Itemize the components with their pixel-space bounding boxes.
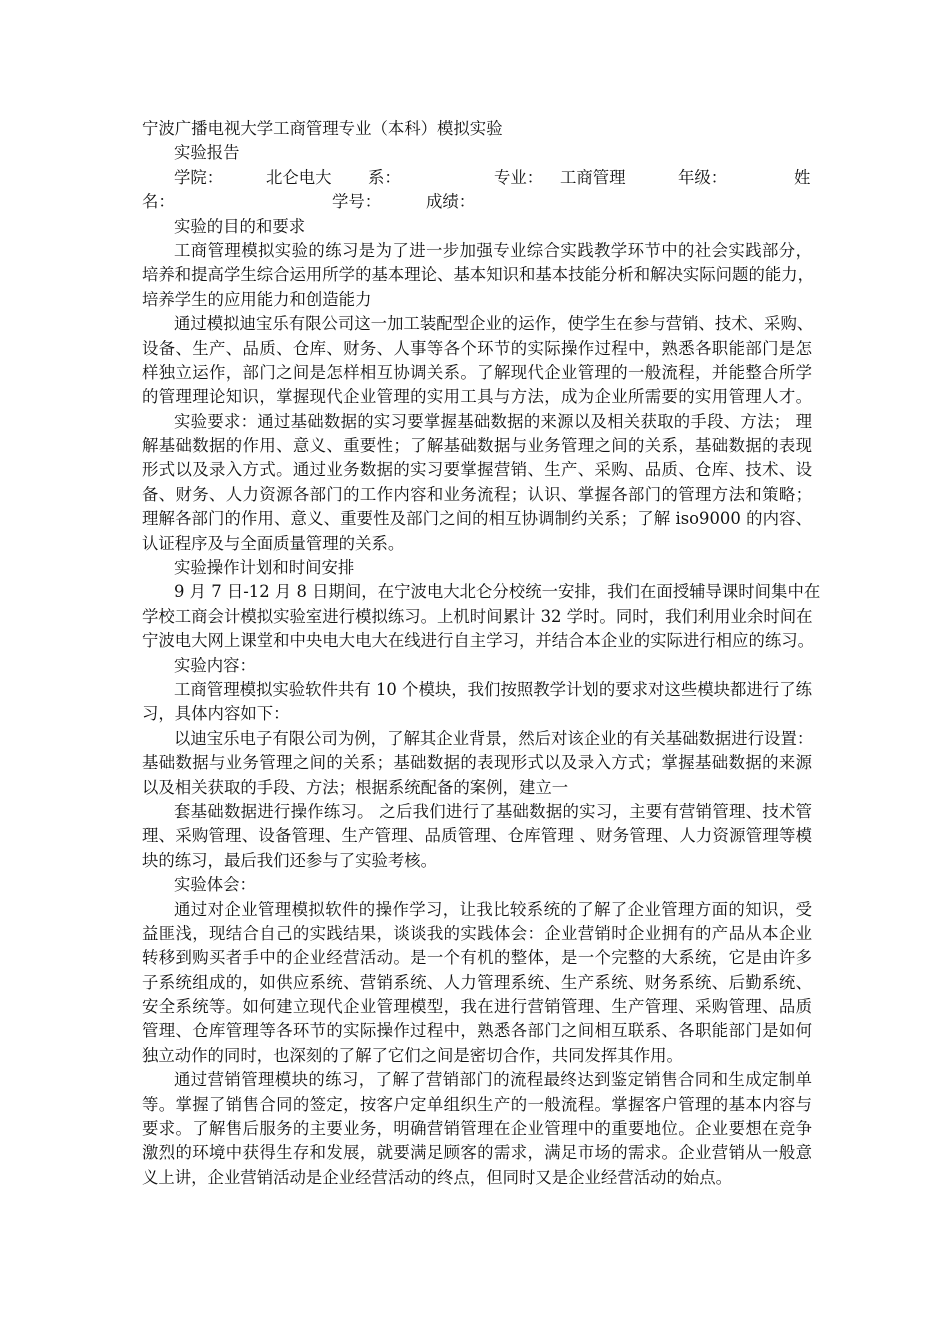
paragraph-line: 工商管理模拟实验的练习是为了进一步加强专业综合实践教学环节中的社会实践部分， xyxy=(174,240,812,260)
form-row-2 xyxy=(142,190,812,214)
name-label-part2: 名： xyxy=(142,192,175,212)
name-label-part1: 姓 xyxy=(794,167,811,187)
paragraph-line: 以迪宝乐电子有限公司为例，了解其企业背景，然后对该企业的有关基础数据进行设置： xyxy=(174,728,814,748)
paragraph-line: 的管理理论知识，掌握现代企业管理的实用工具与方法，成为企业所需要的实用管理人才。 xyxy=(142,387,812,407)
paragraph-line: 培养学生的应用能力和创造能力 xyxy=(142,289,372,309)
paragraph-line: 理、采购管理、设备管理、生产管理、品质管理、仓库管理 、财务管理、人力资源管理等模 xyxy=(142,826,812,846)
paragraph-line: 习，具体内容如下： xyxy=(142,704,290,724)
paragraph-line: 理解各部门的作用、意义、重要性及部门之间的相互协调制约关系；了解 iso9000 的内容、 xyxy=(142,509,812,529)
paragraph-line: 基础数据与业务管理之间的关系；基础数据的表现形式以及录入方式；掌握基础数据的来源 xyxy=(142,753,812,773)
paragraph-line: 样独立运作，部门之间是怎样相互协调关系。了解现代企业管理的一般流程，并能整合所学 xyxy=(142,362,812,382)
paragraph-line: 通过营销管理模块的练习，了解了营销部门的流程最终达到鉴定销售合同和生成定制单 xyxy=(174,1070,812,1090)
paragraph-line: 解基础数据的作用、意义、重要性；了解基础数据与业务管理之间的关系，基础数据的表现 xyxy=(142,436,812,456)
paragraph-line: 培养和提高学生综合运用所学的基本理论、基本知识和基本技能分析和解决实际问题的能力， xyxy=(142,265,815,285)
paragraph-line: 益匪浅，现结合自己的实践结果，谈谈我的实践体会：企业营销时企业拥有的产品从本企业 xyxy=(142,923,812,943)
paragraph-line: 形式以及录入方式。通过业务数据的实习要掌握营销、生产、采购、品质、仓库、技术、设 xyxy=(142,460,812,480)
paragraph-line: 义上讲，企业营销活动是企业经营活动的终点，但同时又是企业经营活动的始点。 xyxy=(142,1167,733,1187)
paragraph-line: 管理、仓库管理等各环节的实际操作过程中，熟悉各部门之间相互联系、各职能部门是如何 xyxy=(142,1021,812,1041)
document-title: 宁波广播电视大学工商管理专业（本科）模拟实验 xyxy=(142,119,503,138)
paragraph-line: 以及相关获取的手段、方法；根据系统配备的案例，建立一 xyxy=(142,777,569,797)
paragraph-line: 转移到购买者手中的企业经营活动。是一个有机的整体，是一个完整的大系统，它是由许多 xyxy=(142,948,812,968)
paragraph-line: 等。掌握了销售合同的签定，按客户定单组织生产的一般流程。掌握客户管理的基本内容与 xyxy=(142,1094,812,1114)
student-id-label: 学号： xyxy=(332,192,382,212)
paragraph-line: 认证程序及与全面质量管理的关系。 xyxy=(142,533,405,553)
section-heading-purpose: 实验的目的和要求 xyxy=(174,216,306,236)
major-value: 工商管理 xyxy=(560,167,626,187)
paragraph-line: 套基础数据进行操作练习。 之后我们进行了基础数据的实习，主要有营销管理、技术管 xyxy=(174,801,812,821)
college-label: 学院： xyxy=(174,167,224,187)
paragraph-line: 宁波电大网上课堂和中央电大电大在线进行自主学习，并结合本企业的实际进行相应的练习。 xyxy=(142,631,815,651)
paragraph-line: 子系统组成的，如供应系统、营销系统、人力管理系统、生产系统、财务系统、后勤系统、 xyxy=(142,972,812,992)
paragraph-line: 通过模拟迪宝乐有限公司这一加工装配型企业的运作，使学生在参与营销、技术、采购、 xyxy=(174,314,814,334)
paragraph-line: 备、财务、人力资源各部门的工作内容和业务流程；认识、掌握各部门的管理方法和策略； xyxy=(142,484,812,504)
paragraph-line: 要求。了解售后服务的主要业务，明确营销管理在企业管理中的重要地位。企业要想在竞争 xyxy=(142,1119,812,1139)
section-heading-content: 实验内容： xyxy=(174,655,256,675)
paragraph-line: 安全系统等。如何建立现代企业管理模型，我在进行营销管理、生产管理、采购管理、品质 xyxy=(142,997,812,1017)
paragraph-line: 设备、生产、品质、仓库、财务、人事等各个环节的实际操作过程中，熟悉各职能部门是怎 xyxy=(142,338,812,358)
paragraph-line: 实验要求：通过基础数据的实习要掌握基础数据的来源以及相关获取的手段、方法； 理 xyxy=(174,411,812,431)
college-value: 北仑电大 xyxy=(266,167,332,187)
document-subtitle: 实验报告 xyxy=(174,143,240,163)
paragraph-line: 块的练习，最后我们还参与了实验考核。 xyxy=(142,850,438,870)
paragraph-line: 学校工商会计模拟实验室进行模拟练习。上机时间累计 32 学时。同时，我们利用业余时间在 xyxy=(142,606,813,626)
section-heading-reflection: 实验体会： xyxy=(174,875,256,895)
paragraph-line: 激烈的环境中获得生存和发展，就要满足顾客的需求，满足市场的需求。企业营销从一般意 xyxy=(142,1143,812,1163)
score-label: 成绩： xyxy=(426,192,476,212)
document-body xyxy=(142,117,821,1190)
paragraph-line: 9 月 7 日-12 月 8 日期间，在宁波电大北仑分校统一安排，我们在面授辅导课时间集中在 xyxy=(174,582,821,602)
paragraph-line: 独立动作的同时，也深刻的了解了它们之间是密切合作，共同发挥其作用。 xyxy=(142,1045,683,1065)
section-heading-schedule: 实验操作计划和时间安排 xyxy=(174,558,355,578)
form-row-1 xyxy=(142,166,812,190)
major-label: 专业： xyxy=(494,167,544,187)
grade-label: 年级： xyxy=(678,167,728,187)
paragraph-line: 通过对企业管理模拟软件的操作学习，让我比较系统的了解了企业管理方面的知识，受 xyxy=(174,899,812,919)
paragraph-line: 工商管理模拟实验软件共有 10 个模块，我们按照教学计划的要求对这些模块都进行了练 xyxy=(174,679,812,699)
dept-label: 系： xyxy=(368,167,401,187)
